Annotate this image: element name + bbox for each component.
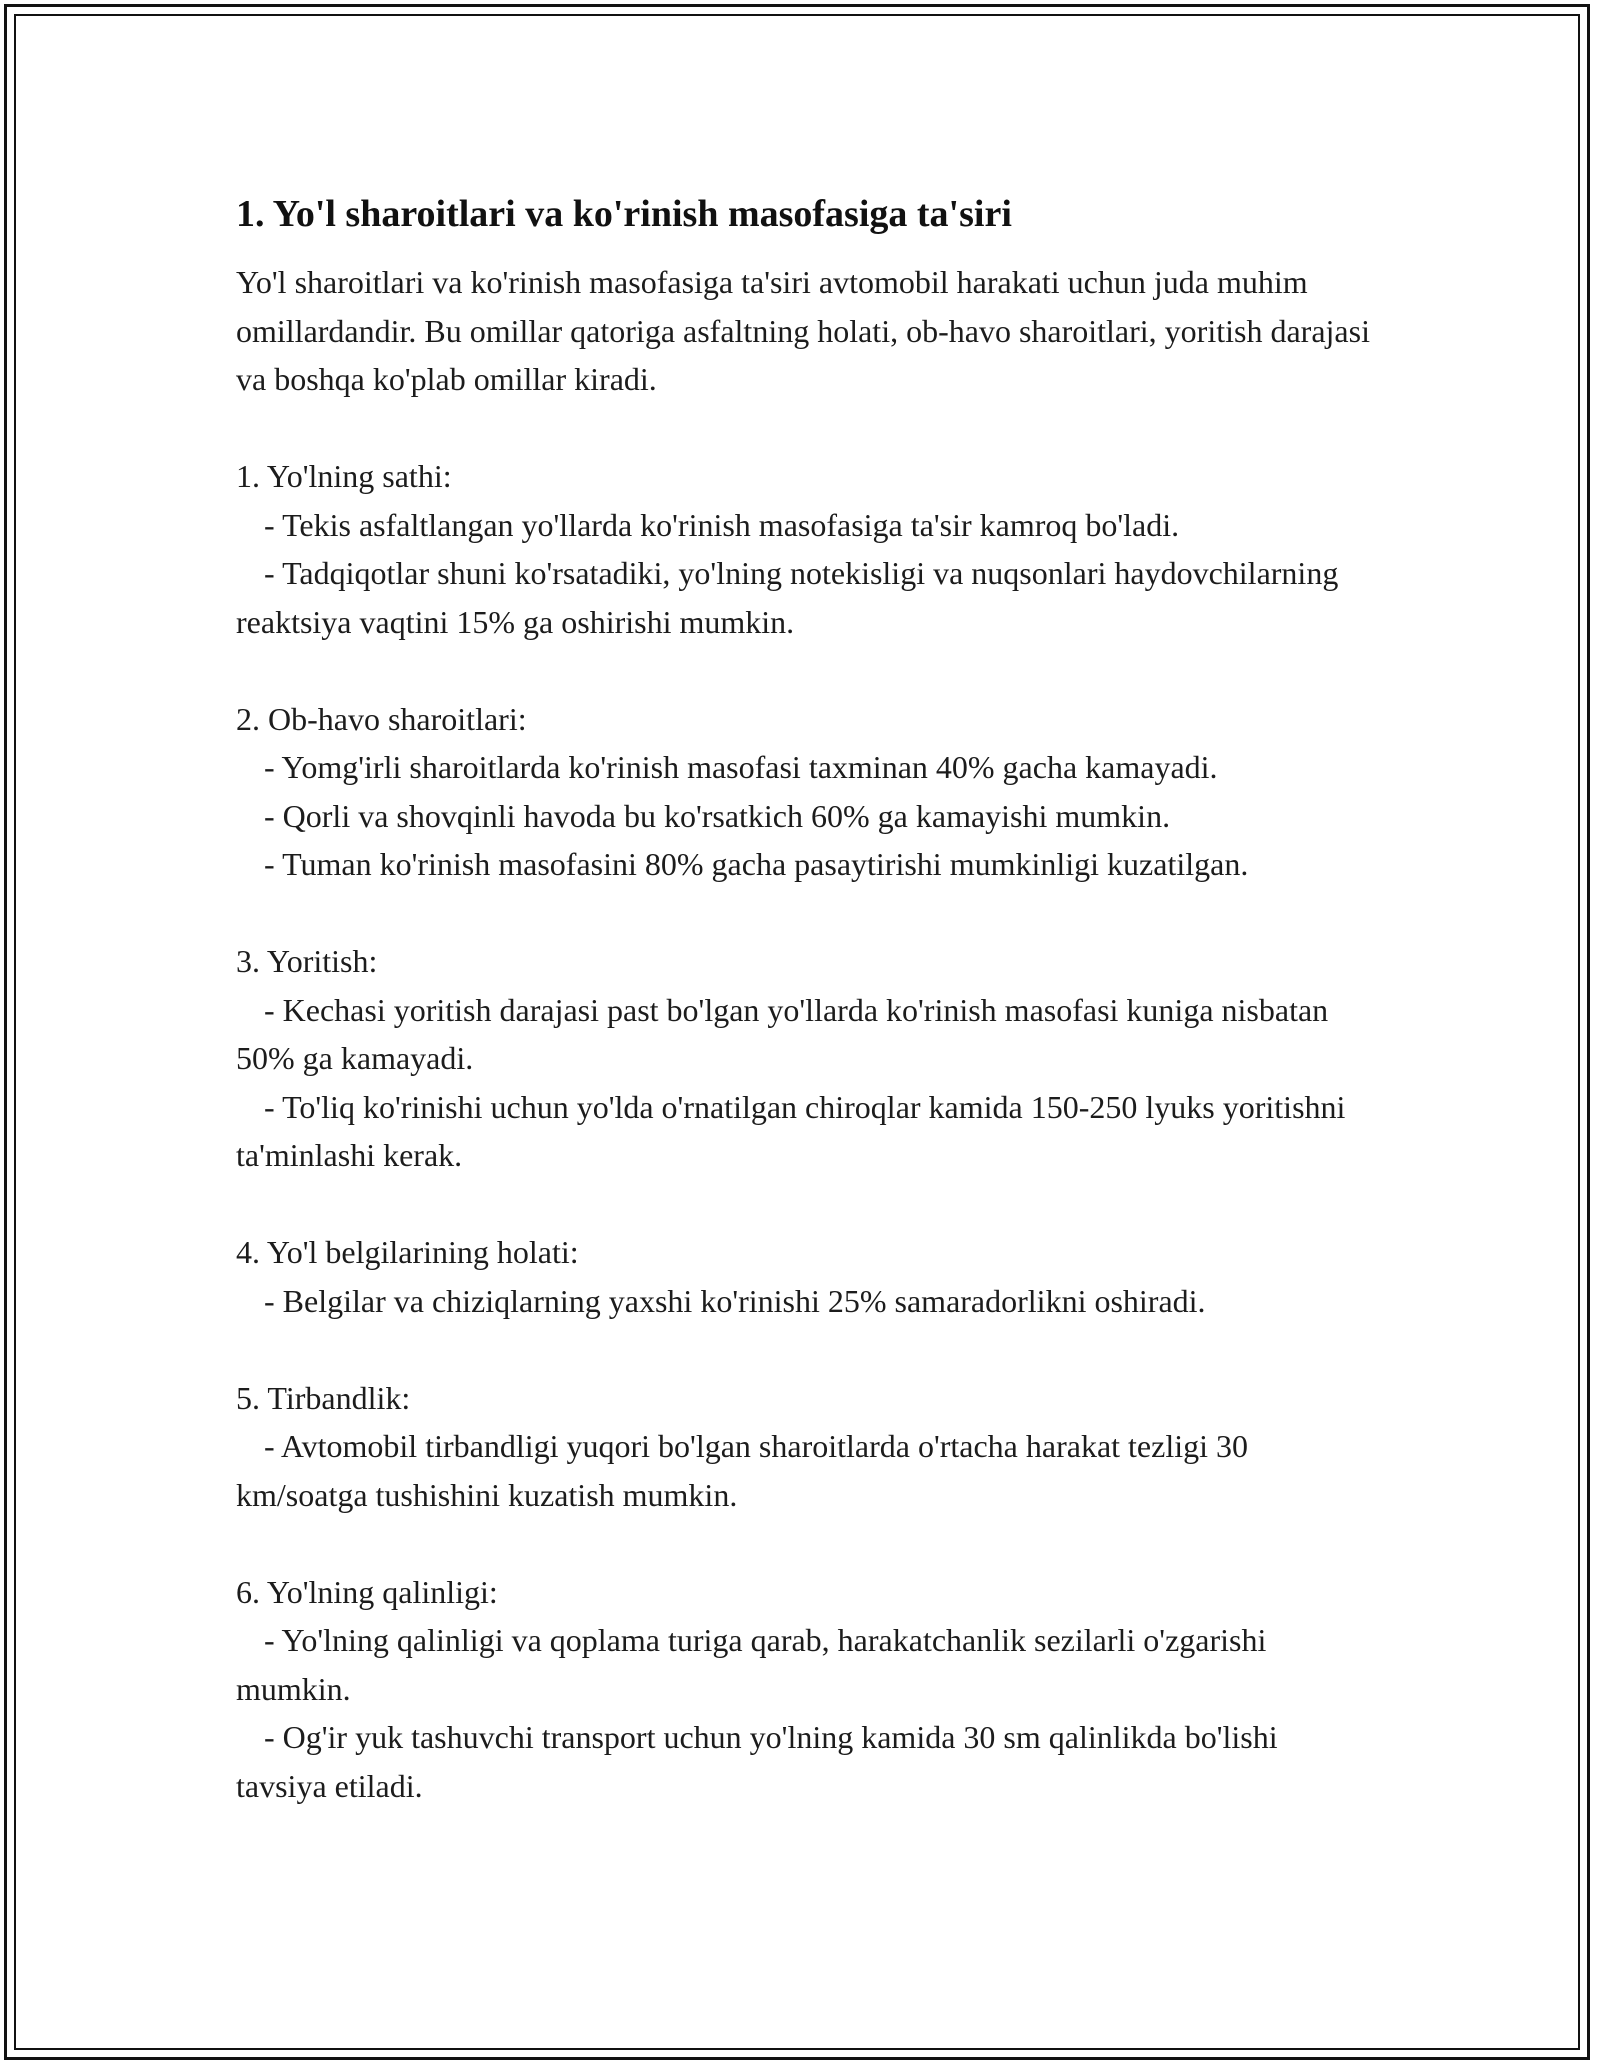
- document-body: [236, 186, 1376, 1810]
- section-road-thickness: [236, 1568, 1376, 1811]
- list-item: - Kechasi yoritish darajasi past bo'lgan yo'llarda ko'rinish masofasi kuniga nisbatan 50% ga kamayadi.: [236, 991, 1329, 1076]
- section-road-surface: [236, 452, 1376, 646]
- list-item: - To'liq ko'rinishi uchun yo'lda o'rnatilgan chiroqlar kamida 150-250 lyuks yoritishni ta'minlashi kerak.: [236, 1088, 1346, 1173]
- document-title: 1. Yo'l sharoitlari va ko'rinish masofasiga ta'siri: [236, 193, 1012, 235]
- section-road-signs: [236, 1228, 1376, 1325]
- section-heading: 3. Yoritish:: [236, 943, 378, 979]
- list-item: - Tekis asfaltlangan yo'llarda ko'rinish masofasiga ta'sir kamroq bo'ladi.: [264, 506, 1180, 543]
- section-heading: 1. Yo'lning sathi:: [236, 458, 452, 494]
- list-item: - Yomg'irli sharoitlarda ko'rinish masofasi taxminan 40% gacha kamayadi.: [264, 749, 1218, 785]
- section-traffic: [236, 1374, 1376, 1520]
- list-item: - Tuman ko'rinish masofasini 80% gacha pasaytirishi mumkinligi kuzatilgan.: [264, 846, 1249, 882]
- list-item: - Belgilar va chiziqlarning yaxshi ko'rinishi 25% samaradorlikni oshiradi.: [264, 1282, 1206, 1319]
- section-heading: 5. Tirbandlik:: [236, 1379, 411, 1416]
- list-item: - Avtomobil tirbandligi yuqori bo'lgan sharoitlarda o'rtacha harakat tezligi 30 km/soatga tushishini kuzatish mumkin.: [236, 1428, 1248, 1513]
- section-heading: 4. Yo'l belgilarining holati:: [236, 1234, 579, 1270]
- section-heading: 2. Ob-havo sharoitlari:: [236, 700, 527, 737]
- section-weather: [236, 695, 1376, 889]
- section-lighting: [236, 937, 1376, 1180]
- section-heading: 6. Yo'lning qalinligi:: [236, 1573, 498, 1610]
- list-item: - Qorli va shovqinli havoda bu ko'rsatkich 60% ga kamayishi mumkin.: [264, 797, 1171, 834]
- list-item: - Yo'lning qalinligi va qoplama turiga qarab, harakatchanlik sezilarli o'zgarishi mumkin.: [236, 1622, 1267, 1707]
- intro-paragraph: Yo'l sharoitlari va ko'rinish masofasiga ta'siri avtomobil harakati uchun juda muhim omillardandir. Bu omillar qatoriga asfaltning holati, ob-havo sharoitlari, yoritish darajasi va boshqa ko'plab omillar kiradi.: [236, 264, 1370, 397]
- list-item: - Tadqiqotlar shuni ko'rsatadiki, yo'lning notekisligi va nuqsonlari haydovchilarning reaktsiya vaqtini 15% ga oshirishi mumkin.: [236, 555, 1339, 640]
- list-item: - Og'ir yuk tashuvchi transport uchun yo'lning kamida 30 sm qalinlikda bo'lishi tavsiya etiladi.: [236, 1719, 1278, 1804]
